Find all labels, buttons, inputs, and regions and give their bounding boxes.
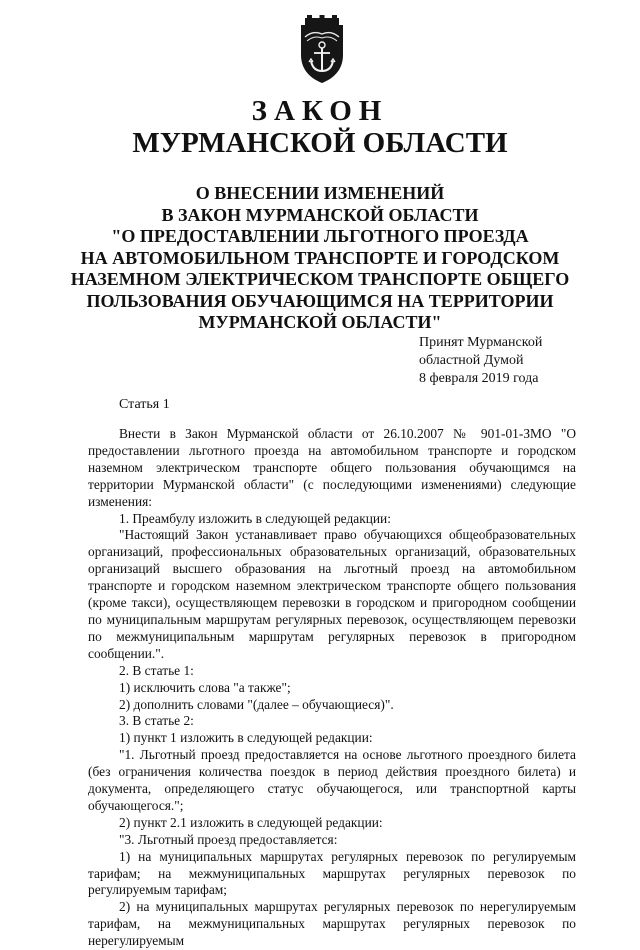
title-line: НАЗЕМНОМ ЭЛЕКТРИЧЕСКОМ ТРАНСПОРТЕ ОБЩЕГО	[70, 269, 570, 289]
paragraph: 3. В статье 2:	[119, 713, 194, 729]
paragraph: "3. Льготный проезд предоставляется:	[119, 831, 338, 847]
paragraph: 2) дополнить словами "(далее – обучающиеся)".	[119, 696, 394, 712]
title-line: В ЗАКОН МУРМАНСКОЙ ОБЛАСТИ	[161, 204, 479, 225]
title-line: НА АВТОМОБИЛЬНОМ ТРАНСПОРТЕ И ГОРОДСКОМ	[80, 247, 560, 268]
region-heading: МУРМАНСКОЙ ОБЛАСТИ	[132, 127, 508, 159]
title-line: "О ПРЕДОСТАВЛЕНИИ ЛЬГОТНОГО ПРОЕЗДА	[111, 226, 529, 246]
adoption-line: Принят Мурманской	[419, 335, 543, 350]
paragraph: 1. Преамбулу изложить в следующей редакции:	[119, 510, 391, 526]
adoption-note	[419, 334, 542, 388]
paragraph: 1) пункт 1 изложить в следующей редакции:	[119, 730, 373, 746]
paragraph: 2. В статье 1:	[119, 662, 194, 678]
paragraph: 2) на муниципальных маршрутах регулярных перевозок по нерегулируемым тарифам, на межмуниципальных маршрутах регулярных перевозок по нерегулируемым	[88, 899, 576, 949]
adoption-line: областной Думой	[419, 353, 524, 368]
adoption-line: 8 февраля 2019 года	[419, 371, 539, 386]
title-line: О ВНЕСЕНИИ ИЗМЕНЕНИЙ	[195, 183, 445, 203]
title-line: ПОЛЬЗОВАНИЯ ОБУЧАЮЩИМСЯ НА ТЕРРИТОРИИ	[86, 290, 554, 311]
article-body	[88, 426, 576, 950]
paragraph: "1. Льготный проезд предоставляется на основе льготного проездного билета (без ограничения количества поездок в период действия проездного билета) и документа, определяющего статус обучающегося, или транспортной карты обучающегося.";	[88, 747, 576, 813]
paragraph: 2) пункт 2.1 изложить в следующей редакции:	[119, 814, 383, 830]
article-label: Статья 1	[119, 397, 170, 412]
paragraph: "Настоящий Закон устанавливает право обучающихся общеобразовательных организаций, профессиональных образовательных организаций, образовательных организаций высшего образования на льготный проезд на автомобильном транспорте и городском наземном электрическом транспорте общего пользования (кроме такси), осуществляющем перевозки в городском и пригородном сообщении по муниципальным маршрутам регулярных перевозок, осуществляющем перевозки по межмуниципальным маршрутам регулярных перевозок в пригородном сообщении.".	[88, 527, 576, 661]
paragraph: 1) на муниципальных маршрутах регулярных перевозок по регулируемым тарифам; на межмуниципальных маршрутах регулярных перевозок по регулируемым тарифам;	[88, 848, 576, 898]
law-word-heading: ЗАКОН	[251, 95, 389, 127]
title-line: МУРМАНСКОЙ ОБЛАСТИ"	[198, 312, 442, 332]
coat-of-arms-emblem	[299, 15, 345, 85]
paragraph: Внести в Закон Мурманской области от 26.10.2007 № 901-01-ЗМО "О предоставлении льготного проезда на автомобильном транспорте и городском наземном электрическом транспорте общего пользования обучающимся на территории Мурманской области" (с последующими изменениями) следующие изменения:	[88, 426, 576, 509]
paragraph: 1) исключить слова "а также";	[119, 679, 291, 695]
law-title	[60, 183, 580, 334]
